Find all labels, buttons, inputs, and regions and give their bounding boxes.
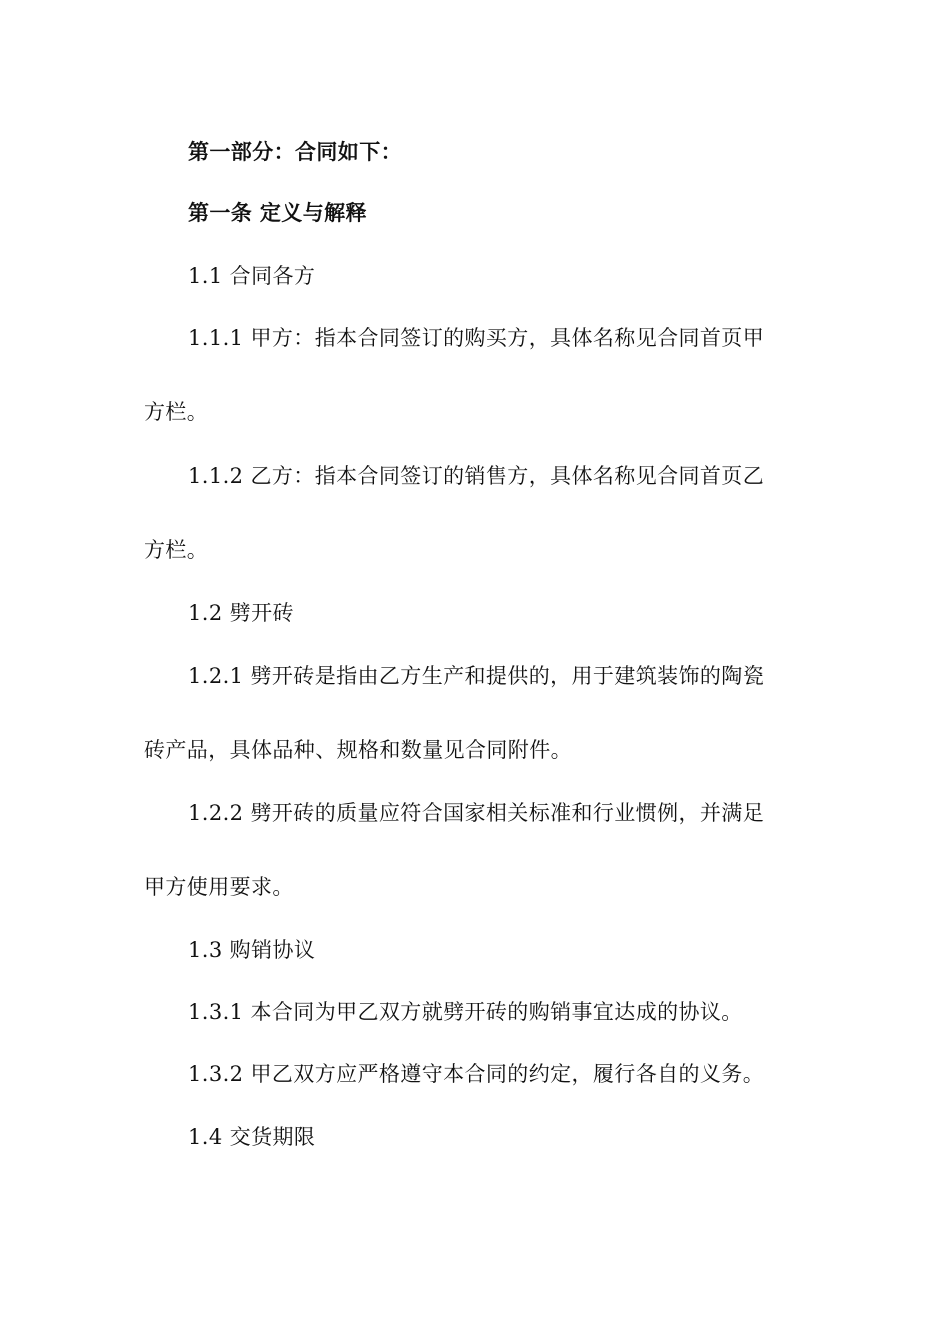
paragraph-line: 1.2.2 劈开砖的质量应符合国家相关标准和行业惯例，并满足 xyxy=(188,801,765,825)
paragraph-line: 1.1.2 乙方：指本合同签订的销售方，具体名称见合同首页乙 xyxy=(188,464,765,488)
paragraph-line: 1.3.2 甲乙双方应严格遵守本合同的约定，履行各自的义务。 xyxy=(188,1062,765,1086)
paragraph-line: 方栏。 xyxy=(144,538,209,562)
section-heading: 1.2 劈开砖 xyxy=(188,601,294,625)
part-title: 第一部分：合同如下： xyxy=(188,140,402,164)
paragraph-line: 砖产品，具体品种、规格和数量见合同附件。 xyxy=(144,738,572,762)
paragraph-line: 1.1.1 甲方：指本合同签订的购买方，具体名称见合同首页甲 xyxy=(188,326,765,350)
paragraph-line: 方栏。 xyxy=(144,400,209,424)
section-heading: 1.1 合同各方 xyxy=(188,264,316,288)
section-heading: 1.4 交货期限 xyxy=(188,1125,316,1149)
paragraph-line: 甲方使用要求。 xyxy=(144,875,294,899)
paragraph-line: 1.2.1 劈开砖是指由乙方生产和提供的，用于建筑装饰的陶瓷 xyxy=(188,664,765,688)
article-title: 第一条 定义与解释 xyxy=(188,201,367,225)
paragraph-line: 1.3.1 本合同为甲乙双方就劈开砖的购销事宜达成的协议。 xyxy=(188,1000,743,1024)
section-heading: 1.3 购销协议 xyxy=(188,938,316,962)
